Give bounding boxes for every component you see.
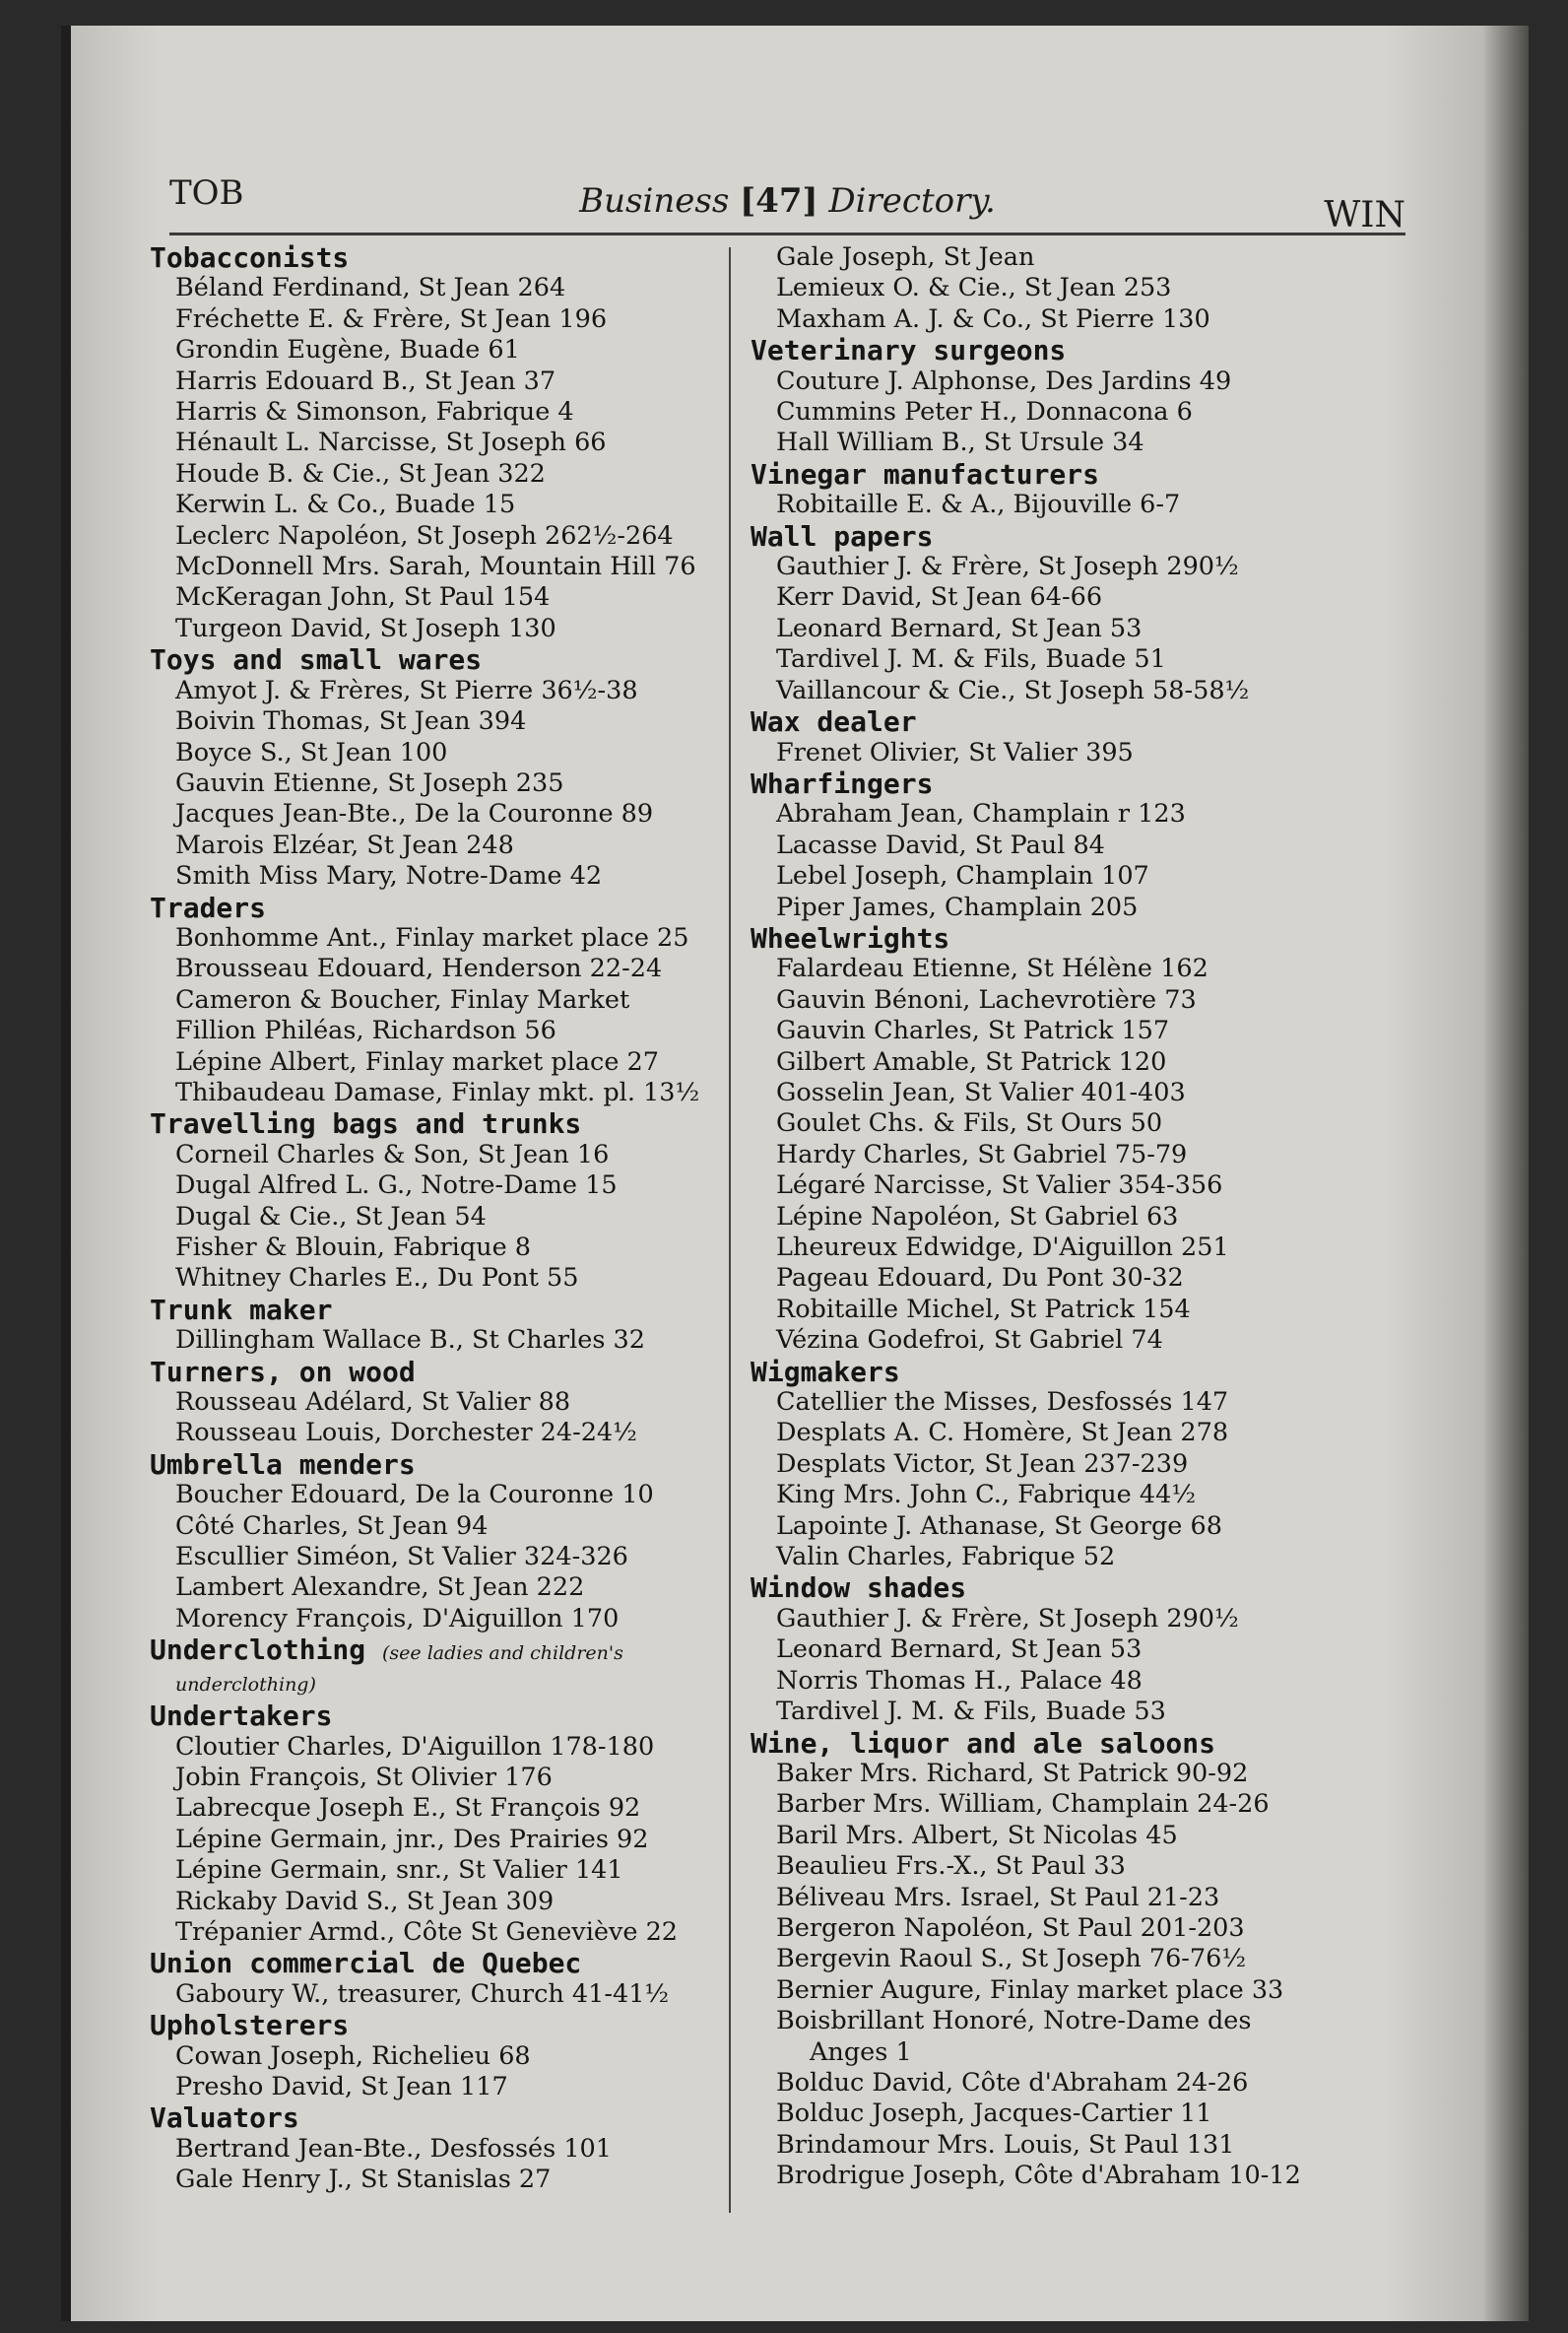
directory-section bbox=[751, 521, 1351, 706]
directory-entry: Rousseau Louis, Dorchester 24-24½ bbox=[175, 1418, 637, 1448]
directory-entry: Harris & Simonson, Fabrique 4 bbox=[175, 397, 574, 428]
directory-entry: Lemieux O. & Cie., St Jean 253 bbox=[776, 273, 1172, 303]
section-note-continued: underclothing) bbox=[175, 1673, 316, 1696]
directory-entry: Lépine Napoléon, St Gabriel 63 bbox=[776, 1201, 1179, 1232]
directory-entry: Boucher Edouard, De la Couronne 10 bbox=[175, 1480, 654, 1510]
directory-entry: Lebel Joseph, Champlain 107 bbox=[776, 861, 1149, 892]
section-heading-text: Travelling bags and trunks bbox=[150, 1107, 582, 1141]
directory-entry: Lacasse David, St Paul 84 bbox=[776, 830, 1105, 860]
column-divider bbox=[729, 247, 731, 2213]
directory-section bbox=[150, 242, 751, 644]
directory-entry: Fisher & Blouin, Fabrique 8 bbox=[175, 1233, 532, 1262]
directory-entry: Leonard Bernard, St Jean 53 bbox=[776, 1634, 1143, 1665]
section-heading bbox=[150, 1357, 751, 1387]
directory-entry: Côté Charles, St Jean 94 bbox=[175, 1510, 489, 1541]
directory-entry: Boyce S., St Jean 100 bbox=[175, 737, 448, 767]
directory-section bbox=[751, 459, 1351, 521]
directory-entry: Hénault L. Narcisse, St Joseph 66 bbox=[175, 428, 607, 458]
right-column bbox=[751, 242, 1351, 2192]
directory-entry: Abraham Jean, Champlain r 123 bbox=[776, 799, 1186, 830]
section-heading bbox=[751, 923, 1351, 954]
directory-section bbox=[751, 335, 1351, 459]
directory-entry: Bolduc David, Côte d'Abraham 24-26 bbox=[776, 2067, 1249, 2098]
section-heading-text: Wax dealer bbox=[751, 705, 917, 739]
directory-entry: Boisbrillant Honoré, Notre-Dame des bbox=[776, 2006, 1252, 2036]
section-heading-text: Underclothing bbox=[150, 1633, 366, 1667]
directory-entry: Cowan Joseph, Richelieu 68 bbox=[175, 2040, 531, 2071]
directory-entry: Brousseau Edouard, Henderson 22-24 bbox=[175, 954, 663, 984]
directory-entry: Bolduc Joseph, Jacques-Cartier 11 bbox=[776, 2099, 1212, 2129]
section-heading-text: Wall papers bbox=[751, 519, 934, 553]
directory-entry: Bonhomme Ant., Finlay market place 25 bbox=[175, 922, 689, 953]
directory-entry: Catellier the Misses, Desfossés 147 bbox=[776, 1387, 1229, 1418]
directory-entry: Pageau Edouard, Du Pont 30-32 bbox=[776, 1263, 1184, 1294]
directory-page bbox=[61, 26, 1529, 2321]
directory-section bbox=[751, 1357, 1351, 1573]
section-heading bbox=[150, 2102, 751, 2133]
directory-entry: Dillingham Wallace B., St Charles 32 bbox=[175, 1325, 646, 1356]
directory-entry: Béland Ferdinand, St Jean 264 bbox=[175, 273, 566, 303]
directory-section bbox=[150, 2102, 751, 2195]
directory-entry: Grondin Eugène, Buade 61 bbox=[175, 335, 520, 366]
section-heading-text: Umbrella menders bbox=[150, 1447, 416, 1481]
directory-entry: Thibaudeau Damase, Finlay mkt. pl. 13½ bbox=[175, 1077, 700, 1107]
directory-entry: Piper James, Champlain 205 bbox=[776, 892, 1139, 922]
directory-entry: Hardy Charles, St Gabriel 75-79 bbox=[776, 1139, 1188, 1169]
directory-entry: Marois Elzéar, St Jean 248 bbox=[175, 830, 514, 860]
title-suffix: Directory. bbox=[828, 181, 996, 221]
running-header bbox=[169, 144, 1405, 235]
section-heading-text: Vinegar manufacturers bbox=[751, 457, 1100, 491]
section-heading bbox=[751, 768, 1351, 799]
directory-entry: Cloutier Charles, D'Aiguillon 178-180 bbox=[175, 1731, 655, 1762]
directory-entry: Maxham A. J. & Co., St Pierre 130 bbox=[776, 303, 1210, 334]
section-heading bbox=[751, 1357, 1351, 1387]
directory-section bbox=[150, 1700, 751, 1948]
directory-section bbox=[150, 893, 751, 1109]
directory-section bbox=[751, 1572, 1351, 1727]
directory-entry: Norris Thomas H., Palace 48 bbox=[776, 1665, 1143, 1696]
title-prefix: Business bbox=[579, 181, 730, 221]
directory-entry: Robitaille E. & A., Bijouville 6-7 bbox=[776, 490, 1181, 520]
directory-entry: Lépine Germain, snr., St Valier 141 bbox=[175, 1855, 623, 1886]
section-heading bbox=[150, 242, 751, 273]
directory-entry: Gale Joseph, St Jean bbox=[776, 242, 1035, 272]
section-heading-text: Upholsterers bbox=[150, 2009, 350, 2042]
section-heading-text: Turners, on wood bbox=[150, 1355, 416, 1388]
directory-entry: Houde B. & Cie., St Jean 322 bbox=[175, 458, 546, 489]
section-heading-text: Wharfingers bbox=[751, 767, 934, 800]
directory-entry: Turgeon David, St Joseph 130 bbox=[175, 613, 556, 643]
directory-entry: Falardeau Etienne, St Hélène 162 bbox=[776, 954, 1209, 984]
section-heading bbox=[150, 1634, 751, 1669]
directory-entry: Beaulieu Frs.-X., St Paul 33 bbox=[776, 1851, 1126, 1882]
directory-entry: Desplats Victor, St Jean 237-239 bbox=[776, 1448, 1189, 1479]
directory-entry: Lépine Germain, jnr., Des Prairies 92 bbox=[175, 1824, 649, 1854]
directory-section bbox=[751, 242, 1351, 335]
directory-entry: Robitaille Michel, St Patrick 154 bbox=[776, 1294, 1191, 1324]
directory-entry: Béliveau Mrs. Israel, St Paul 21-23 bbox=[776, 1882, 1220, 1912]
directory-entry: Lépine Albert, Finlay market place 27 bbox=[175, 1046, 659, 1077]
directory-entry: Tardivel J. M. & Fils, Buade 51 bbox=[776, 644, 1166, 675]
section-heading bbox=[751, 1728, 1351, 1759]
directory-entry: Baker Mrs. Richard, St Patrick 90-92 bbox=[776, 1758, 1249, 1788]
directory-entry: McKeragan John, St Paul 154 bbox=[175, 582, 551, 613]
directory-entry: Desplats A. C. Homère, St Jean 278 bbox=[776, 1418, 1229, 1448]
directory-section bbox=[150, 1634, 751, 1700]
section-heading-text: Wigmakers bbox=[751, 1355, 900, 1388]
directory-entry: Jobin François, St Olivier 176 bbox=[175, 1762, 553, 1792]
section-heading bbox=[150, 893, 751, 923]
section-heading bbox=[751, 706, 1351, 737]
directory-entry: Dugal & Cie., St Jean 54 bbox=[175, 1201, 487, 1232]
directory-entry: Gauvin Charles, St Patrick 157 bbox=[776, 1016, 1170, 1046]
directory-entry: Bernier Augure, Finlay market place 33 bbox=[776, 1974, 1284, 2005]
directory-entry: Frenet Olivier, St Valier 395 bbox=[776, 737, 1134, 767]
directory-entry: Brodrigue Joseph, Côte d'Abraham 10-12 bbox=[776, 2161, 1301, 2191]
directory-entry: Corneil Charles & Son, St Jean 16 bbox=[175, 1139, 610, 1169]
directory-entry: Valin Charles, Fabrique 52 bbox=[776, 1542, 1116, 1572]
directory-entry: Labrecque Joseph E., St François 92 bbox=[175, 1793, 641, 1824]
directory-entry: McDonnell Mrs. Sarah, Mountain Hill 76 bbox=[175, 552, 696, 582]
directory-entry: Bertrand Jean-Bte., Desfossés 101 bbox=[175, 2133, 613, 2164]
directory-entry: Whitney Charles E., Du Pont 55 bbox=[175, 1263, 579, 1294]
left-column bbox=[150, 242, 751, 2196]
section-heading-text: Traders bbox=[150, 891, 267, 924]
directory-entry: Lheureux Edwidge, D'Aiguillon 251 bbox=[776, 1233, 1229, 1262]
directory-entry: Gosselin Jean, St Valier 401-403 bbox=[776, 1077, 1186, 1107]
directory-section bbox=[150, 1108, 751, 1294]
directory-entry: Fillion Philéas, Richardson 56 bbox=[175, 1016, 556, 1046]
directory-entry: Gilbert Amable, St Patrick 120 bbox=[776, 1046, 1167, 1077]
directory-entry: Gauthier J. & Frère, St Joseph 290½ bbox=[776, 552, 1239, 582]
section-heading-text: Tobacconists bbox=[150, 241, 350, 274]
directory-entry: Bergevin Raoul S., St Joseph 76-76½ bbox=[776, 1944, 1247, 1974]
directory-entry: Goulet Chs. & Fils, St Ours 50 bbox=[776, 1108, 1163, 1139]
directory-section bbox=[751, 706, 1351, 768]
directory-entry: Gauvin Bénoni, Lachevrotière 73 bbox=[776, 984, 1197, 1015]
directory-entry: Légaré Narcisse, St Valier 354-356 bbox=[776, 1170, 1223, 1201]
directory-entry: Couture J. Alphonse, Des Jardins 49 bbox=[776, 366, 1232, 396]
directory-section bbox=[150, 1449, 751, 1634]
directory-entry: Morency François, D'Aiguillon 170 bbox=[175, 1603, 620, 1633]
directory-entry: Baril Mrs. Albert, St Nicolas 45 bbox=[776, 1820, 1178, 1850]
book-spine bbox=[1483, 26, 1529, 2321]
directory-entry: Gaboury W., treasurer, Church 41-41½ bbox=[175, 1978, 670, 2009]
page-number: [47] bbox=[740, 181, 818, 221]
directory-entry: Trépanier Armd., Côte St Geneviève 22 bbox=[175, 1916, 679, 1947]
section-heading-text: Undertakers bbox=[150, 1700, 333, 1733]
directory-entry: Tardivel J. M. & Fils, Buade 53 bbox=[776, 1697, 1166, 1727]
directory-section bbox=[751, 923, 1351, 1357]
directory-entry: Rickaby David S., St Jean 309 bbox=[175, 1886, 555, 1916]
section-heading bbox=[150, 1108, 751, 1139]
directory-entry: Presho David, St Jean 117 bbox=[175, 2071, 508, 2101]
directory-entry: Fréchette E. & Frère, St Jean 196 bbox=[175, 303, 608, 334]
section-heading-text: Valuators bbox=[150, 2101, 299, 2135]
directory-entry: Brindamour Mrs. Louis, St Paul 131 bbox=[776, 2129, 1235, 2160]
section-heading-text: Trunk maker bbox=[150, 1293, 333, 1326]
section-heading-text: Wheelwrights bbox=[751, 921, 950, 955]
directory-entry: Dugal Alfred L. G., Notre-Dame 15 bbox=[175, 1170, 618, 1201]
directory-entry: Cummins Peter H., Donnacona 6 bbox=[776, 397, 1193, 428]
left-running-head: TOB bbox=[169, 173, 244, 213]
section-note: (see ladies and children's bbox=[382, 1642, 623, 1665]
section-heading-text: Union commercial de Quebec bbox=[150, 1947, 582, 1980]
page-title bbox=[169, 181, 1405, 221]
directory-entry: Lapointe J. Athanase, St George 68 bbox=[776, 1510, 1222, 1541]
directory-entry: Gale Henry J., St Stanislas 27 bbox=[175, 2165, 552, 2195]
section-heading bbox=[751, 459, 1351, 490]
directory-entry: Hall William B., St Ursule 34 bbox=[776, 428, 1144, 458]
directory-section bbox=[150, 1357, 751, 1449]
directory-entry: Escullier Siméon, St Valier 324-326 bbox=[175, 1542, 628, 1572]
section-heading bbox=[751, 1572, 1351, 1603]
section-heading bbox=[150, 1295, 751, 1325]
directory-entry: Leclerc Napoléon, St Joseph 262½-264 bbox=[175, 520, 674, 551]
directory-section bbox=[751, 768, 1351, 923]
directory-entry: Bergeron Napoléon, St Paul 201-203 bbox=[776, 1912, 1245, 1943]
section-heading-text: Veterinary surgeons bbox=[751, 334, 1067, 367]
section-heading-text: Toys and small wares bbox=[150, 643, 483, 677]
section-heading bbox=[150, 1449, 751, 1480]
directory-entry: Harris Edouard B., St Jean 37 bbox=[175, 366, 556, 396]
directory-entry: Gauvin Etienne, St Joseph 235 bbox=[175, 767, 564, 798]
directory-entry: Boivin Thomas, St Jean 394 bbox=[175, 706, 527, 737]
directory-entry: Vaillancour & Cie., St Joseph 58-58½ bbox=[776, 675, 1250, 705]
right-running-head: WIN bbox=[1324, 195, 1405, 235]
directory-entry: Leonard Bernard, St Jean 53 bbox=[776, 613, 1143, 643]
directory-entry: Amyot J. & Frères, St Pierre 36½-38 bbox=[175, 675, 638, 705]
directory-entry: Gauthier J. & Frère, St Joseph 290½ bbox=[776, 1603, 1239, 1633]
directory-entry: Vézina Godefroi, St Gabriel 74 bbox=[776, 1325, 1163, 1356]
section-heading-text: Window shades bbox=[751, 1571, 967, 1605]
section-heading bbox=[751, 521, 1351, 552]
section-heading-text: Wine, liquor and ale saloons bbox=[751, 1726, 1216, 1760]
directory-section bbox=[150, 1948, 751, 2010]
directory-entry: Smith Miss Mary, Notre-Dame 42 bbox=[175, 861, 603, 892]
directory-entry: Barber Mrs. William, Champlain 24-26 bbox=[776, 1789, 1270, 1820]
directory-entry: Jacques Jean-Bte., De la Couronne 89 bbox=[175, 799, 654, 830]
section-heading bbox=[150, 2010, 751, 2040]
directory-section bbox=[150, 644, 751, 892]
directory-entry: Rousseau Adélard, St Valier 88 bbox=[175, 1387, 571, 1418]
directory-section bbox=[150, 1295, 751, 1357]
directory-entry: Anges 1 bbox=[810, 2036, 912, 2067]
section-heading bbox=[751, 335, 1351, 366]
directory-entry: Cameron & Boucher, Finlay Market bbox=[175, 984, 630, 1015]
directory-entry: Lambert Alexandre, St Jean 222 bbox=[175, 1572, 585, 1603]
section-heading bbox=[150, 1700, 751, 1731]
section-heading bbox=[150, 1948, 751, 1978]
directory-section bbox=[751, 1728, 1351, 2192]
directory-entry: King Mrs. John C., Fabrique 44½ bbox=[776, 1480, 1197, 1510]
directory-entry: Kerwin L. & Co., Buade 15 bbox=[175, 490, 516, 520]
directory-section bbox=[150, 2010, 751, 2102]
directory-entry: Kerr David, St Jean 64-66 bbox=[776, 582, 1103, 613]
section-heading bbox=[150, 644, 751, 675]
